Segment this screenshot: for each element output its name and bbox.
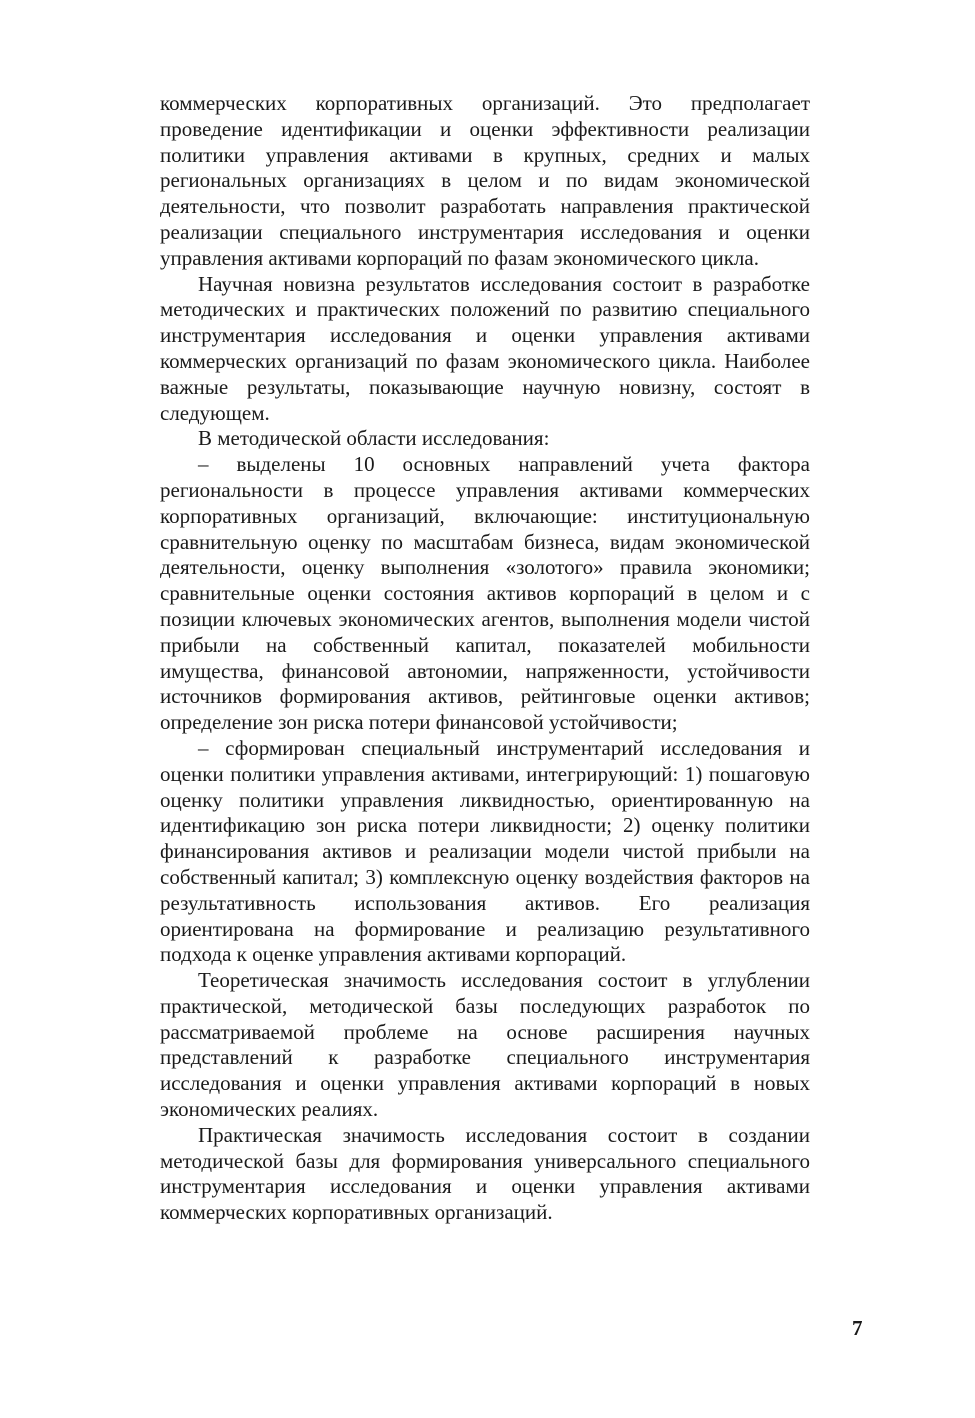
paragraph-list-item-toolkit: – сформирован специальный инструментарий исследования и оценки политики управления активами, интегрирующий: 1) пошаговую оценку политики управления ликвидностью, ориентированную на идентификацию зон риска потери ликвидности; 2) оценку политики финансирования активов и реализации модели чистой прибыли на собственный капитал; 3) комплексную оценку воздействия факторов на результативность использования активов. Его реализация ориентирована на формирование и реализацию результативного подхода к оценке управления активами корпораций. [160, 735, 810, 967]
paragraph-methodical-area: В методической области исследования: [198, 426, 550, 451]
paragraph-scientific-novelty: Научная новизна результатов исследования состоит в разработке методических и практических положений по развитию специального инструментария исследования и оценки управления активами коммерческих организаций по фазам экономического цикла. Наиболее важные результаты, показывающие научную новизну, состоят в следующем. [160, 271, 810, 425]
paragraph-continuation: коммерческих корпоративных организаций. Это предполагает проведение идентификации и оценки эффективности реализации политики управления активами в крупных, средних и малых региональных организациях в целом и по видам экономической деятельности, что позволит разработать направления практической реализации специального инструментария исследования и оценки управления активами корпораций по фазам экономического цикла. [160, 91, 810, 270]
paragraph-list-item-regionality: – выделены 10 основных направлений учета фактора региональности в процессе управления активами коммерческих корпоративных организаций, включающие: институциональную сравнительную оценку по масштабам бизнеса, видам экономической деятельности, оценку выполнения «золотого» правила экономики; сравнительные оценки состояния активов корпораций в целом и с позиции ключевых экономических агентов, выполнения модели чистой прибыли на собственный капитал, показателей мобильности имущества, финансовой автономии, напряженности, устойчивости источников формирования активов, рейтинговые оценки активов; определение зон риска потери финансовой устойчивости; [160, 452, 810, 735]
page-body [160, 91, 810, 1226]
paragraph-practical-significance: Практическая значимость исследования состоит в создании методической базы для формирования универсального специального инструментария исследования и оценки управления активами коммерческих корпоративных организаций. [160, 1122, 810, 1225]
paragraph-theoretical-significance: Теоретическая значимость исследования состоит в углублении практической, методической базы последующих разработок по рассматриваемой проблеме на основе расширения научных представлений к разработке специального инструментария исследования и оценки управления активами корпораций в новых экономических реалиях. [160, 968, 810, 1122]
page-number: 7 [852, 1316, 863, 1340]
